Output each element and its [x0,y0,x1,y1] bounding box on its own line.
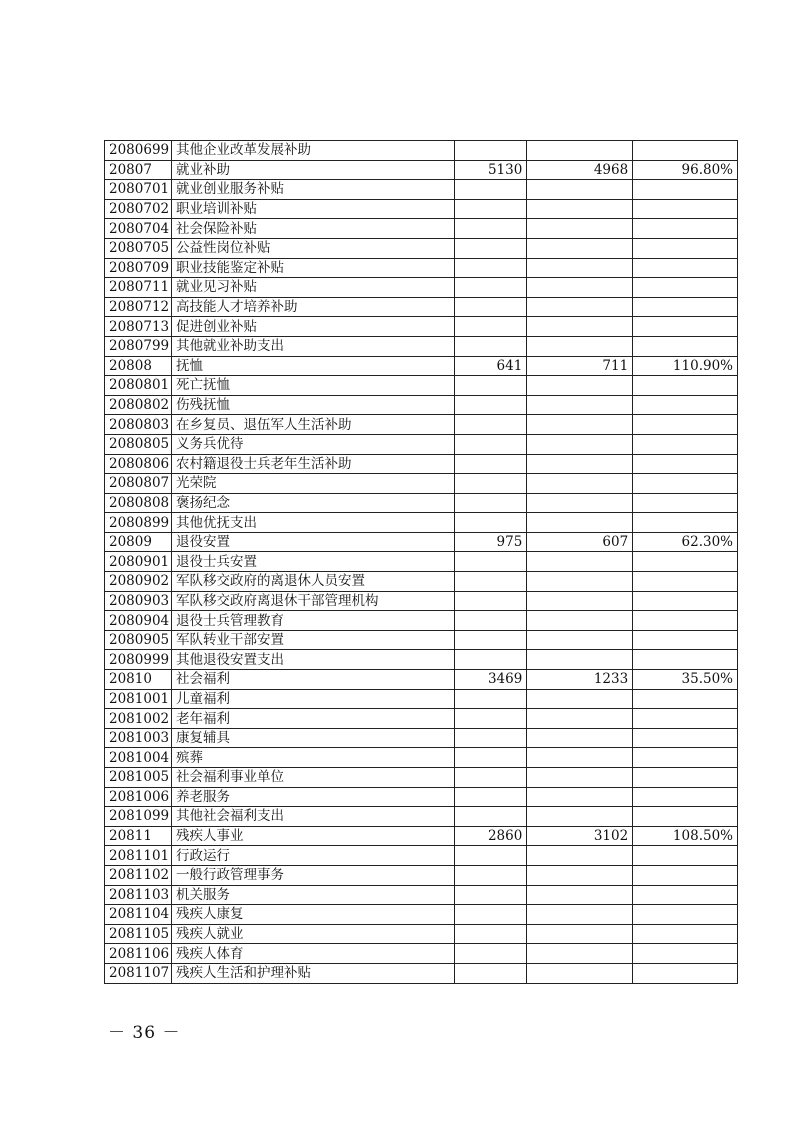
name-cell: 就业创业服务补贴 [171,180,454,200]
value-cell-2 [527,180,633,200]
name-cell: 儿童福利 [171,689,454,709]
value-cell-2 [527,474,633,494]
name-cell: 一般行政管理事务 [171,865,454,885]
table-row [105,141,738,161]
code-cell: 2080999 [105,650,172,670]
name-cell: 行政运行 [171,846,454,866]
percent-cell [633,963,738,983]
value-cell-1 [454,258,526,278]
name-cell: 其他就业补助支出 [171,336,454,356]
value-cell-1 [454,317,526,337]
percent-cell [633,278,738,298]
table-row [105,532,738,552]
code-cell: 20807 [105,160,172,180]
percent-cell: 96.80% [633,160,738,180]
code-cell: 2081004 [105,748,172,768]
value-cell-1: 975 [454,532,526,552]
code-cell: 2080705 [105,238,172,258]
value-cell-1 [454,963,526,983]
table-body [105,141,738,984]
value-cell-1 [454,807,526,827]
value-cell-1 [454,905,526,925]
page-number: － 36 － [108,1023,181,1043]
name-cell: 残疾人康复 [171,905,454,925]
value-cell-2 [527,963,633,983]
value-cell-1 [454,141,526,161]
value-cell-1 [454,650,526,670]
percent-cell [633,865,738,885]
value-cell-1: 641 [454,356,526,376]
value-cell-1: 5130 [454,160,526,180]
name-cell: 光荣院 [171,474,454,494]
value-cell-2 [527,807,633,827]
value-cell-1 [454,591,526,611]
value-cell-1 [454,474,526,494]
name-cell: 残疾人事业 [171,826,454,846]
percent-cell [633,258,738,278]
value-cell-1 [454,572,526,592]
value-cell-2: 1233 [527,670,633,690]
code-cell: 2080801 [105,376,172,396]
value-cell-1 [454,415,526,435]
table-row [105,552,738,572]
code-cell: 2080799 [105,336,172,356]
code-cell: 2080807 [105,474,172,494]
table-row [105,885,738,905]
percent-cell [633,395,738,415]
value-cell-2 [527,278,633,298]
value-cell-2 [527,454,633,474]
code-cell: 2080808 [105,493,172,513]
name-cell: 就业见习补贴 [171,278,454,298]
value-cell-1 [454,865,526,885]
value-cell-1 [454,944,526,964]
value-cell-2 [527,238,633,258]
code-cell: 2080905 [105,630,172,650]
table-row [105,865,738,885]
value-cell-2 [527,336,633,356]
value-cell-2 [527,219,633,239]
code-cell: 20808 [105,356,172,376]
percent-cell [633,689,738,709]
percent-cell [633,141,738,161]
value-cell-2: 3102 [527,826,633,846]
percent-cell [633,336,738,356]
name-cell: 其他社会福利支出 [171,807,454,827]
value-cell-1 [454,846,526,866]
value-cell-1 [454,395,526,415]
value-cell-1 [454,297,526,317]
code-cell: 2081001 [105,689,172,709]
code-cell: 20809 [105,532,172,552]
value-cell-1 [454,376,526,396]
value-cell-1 [454,689,526,709]
value-cell-2 [527,493,633,513]
code-cell: 2081005 [105,768,172,788]
percent-cell [633,297,738,317]
value-cell-2 [527,787,633,807]
value-cell-2 [527,944,633,964]
percent-cell [633,219,738,239]
budget-table [104,140,738,984]
table-row [105,846,738,866]
code-cell: 2081105 [105,924,172,944]
percent-cell [633,650,738,670]
table-row [105,611,738,631]
table-row [105,807,738,827]
percent-cell [633,944,738,964]
table-row [105,395,738,415]
percent-cell [633,728,738,748]
value-cell-1: 3469 [454,670,526,690]
table-row [105,709,738,729]
name-cell: 残疾人生活和护理补贴 [171,963,454,983]
percent-cell [633,768,738,788]
percent-cell [633,552,738,572]
code-cell: 2081006 [105,787,172,807]
code-cell: 2080704 [105,219,172,239]
percent-cell [633,807,738,827]
code-cell: 2081104 [105,905,172,925]
code-cell: 2080699 [105,141,172,161]
table-row [105,924,738,944]
name-cell: 残疾人体育 [171,944,454,964]
code-cell: 2080805 [105,434,172,454]
value-cell-1 [454,924,526,944]
code-cell: 2080904 [105,611,172,631]
code-cell: 2081102 [105,865,172,885]
name-cell: 殡葬 [171,748,454,768]
name-cell: 社会福利事业单位 [171,768,454,788]
value-cell-1 [454,885,526,905]
table-row [105,474,738,494]
value-cell-1 [454,709,526,729]
name-cell: 军队移交政府的离退休人员安置 [171,572,454,592]
name-cell: 抚恤 [171,356,454,376]
table-row [105,728,738,748]
table-row [105,160,738,180]
value-cell-2 [527,905,633,925]
code-cell: 2081003 [105,728,172,748]
code-cell: 2080713 [105,317,172,337]
code-cell: 2080903 [105,591,172,611]
code-cell: 2081101 [105,846,172,866]
table-row [105,944,738,964]
name-cell: 残疾人就业 [171,924,454,944]
value-cell-2 [527,552,633,572]
percent-cell [633,317,738,337]
name-cell: 社会保险补贴 [171,219,454,239]
percent-cell: 108.50% [633,826,738,846]
value-cell-1 [454,611,526,631]
value-cell-2 [527,141,633,161]
value-cell-1 [454,493,526,513]
table-row [105,787,738,807]
value-cell-2 [527,885,633,905]
code-cell: 2080701 [105,180,172,200]
value-cell-1 [454,454,526,474]
table-row [105,513,738,533]
table-row [105,219,738,239]
percent-cell [633,493,738,513]
percent-cell [633,572,738,592]
name-cell: 养老服务 [171,787,454,807]
value-cell-2 [527,513,633,533]
table-row [105,434,738,454]
name-cell: 死亡抚恤 [171,376,454,396]
value-cell-1 [454,238,526,258]
code-cell: 2080803 [105,415,172,435]
value-cell-2 [527,768,633,788]
percent-cell [633,376,738,396]
value-cell-2 [527,395,633,415]
percent-cell [633,454,738,474]
value-cell-2 [527,630,633,650]
value-cell-1 [454,180,526,200]
table-row [105,905,738,925]
value-cell-1 [454,278,526,298]
value-cell-2 [527,728,633,748]
name-cell: 高技能人才培养补助 [171,297,454,317]
value-cell-2: 711 [527,356,633,376]
name-cell: 其他退役安置支出 [171,650,454,670]
value-cell-1 [454,748,526,768]
value-cell-2 [527,572,633,592]
name-cell: 机关服务 [171,885,454,905]
table-row [105,317,738,337]
percent-cell [633,905,738,925]
code-cell: 2080806 [105,454,172,474]
value-cell-2 [527,199,633,219]
value-cell-2 [527,317,633,337]
percent-cell [633,630,738,650]
code-cell: 2081107 [105,963,172,983]
value-cell-1 [454,787,526,807]
name-cell: 在乡复员、退伍军人生活补助 [171,415,454,435]
value-cell-2 [527,689,633,709]
name-cell: 公益性岗位补贴 [171,238,454,258]
table-row [105,963,738,983]
name-cell: 其他优抚支出 [171,513,454,533]
name-cell: 职业培训补贴 [171,199,454,219]
percent-cell [633,748,738,768]
table-row [105,650,738,670]
table-row [105,493,738,513]
table-row [105,199,738,219]
table-row [105,258,738,278]
table-row [105,278,738,298]
value-cell-1 [454,728,526,748]
percent-cell [633,238,738,258]
table-row [105,336,738,356]
name-cell: 其他企业改革发展补助 [171,141,454,161]
value-cell-1 [454,434,526,454]
value-cell-1 [454,336,526,356]
value-cell-2 [527,846,633,866]
table-row [105,591,738,611]
percent-cell [633,199,738,219]
value-cell-2 [527,258,633,278]
code-cell: 2080802 [105,395,172,415]
code-cell: 2081106 [105,944,172,964]
name-cell: 义务兵优待 [171,434,454,454]
code-cell: 2081099 [105,807,172,827]
name-cell: 退役士兵管理教育 [171,611,454,631]
value-cell-1 [454,513,526,533]
table-row [105,630,738,650]
code-cell: 2080711 [105,278,172,298]
name-cell: 军队移交政府离退休干部管理机构 [171,591,454,611]
name-cell: 退役士兵安置 [171,552,454,572]
percent-cell [633,434,738,454]
table-row [105,180,738,200]
value-cell-1 [454,768,526,788]
value-cell-1 [454,199,526,219]
value-cell-2 [527,376,633,396]
code-cell: 2081002 [105,709,172,729]
name-cell: 康复辅具 [171,728,454,748]
name-cell: 农村籍退役士兵老年生活补助 [171,454,454,474]
value-cell-2 [527,865,633,885]
code-cell: 20811 [105,826,172,846]
percent-cell [633,474,738,494]
name-cell: 职业技能鉴定补贴 [171,258,454,278]
table-row [105,297,738,317]
value-cell-2 [527,611,633,631]
table-row [105,689,738,709]
value-cell-2 [527,415,633,435]
percent-cell [633,924,738,944]
percent-cell: 35.50% [633,670,738,690]
code-cell: 2080702 [105,199,172,219]
table-row [105,454,738,474]
value-cell-1 [454,219,526,239]
table-row [105,572,738,592]
value-cell-2 [527,591,633,611]
code-cell: 2080902 [105,572,172,592]
value-cell-2 [527,434,633,454]
percent-cell [633,846,738,866]
table-row [105,415,738,435]
code-cell: 2080901 [105,552,172,572]
table-row [105,670,738,690]
value-cell-2: 607 [527,532,633,552]
name-cell: 退役安置 [171,532,454,552]
percent-cell [633,591,738,611]
percent-cell [633,787,738,807]
table-row [105,768,738,788]
name-cell: 军队转业干部安置 [171,630,454,650]
name-cell: 就业补助 [171,160,454,180]
code-cell: 2080709 [105,258,172,278]
value-cell-2 [527,709,633,729]
name-cell: 老年福利 [171,709,454,729]
name-cell: 伤残抚恤 [171,395,454,415]
table-row [105,826,738,846]
percent-cell [633,709,738,729]
percent-cell: 62.30% [633,532,738,552]
percent-cell [633,180,738,200]
table-row [105,748,738,768]
value-cell-1: 2860 [454,826,526,846]
table-row [105,356,738,376]
value-cell-2 [527,924,633,944]
table-row [105,238,738,258]
code-cell: 2081103 [105,885,172,905]
value-cell-2 [527,650,633,670]
percent-cell [633,513,738,533]
percent-cell [633,885,738,905]
name-cell: 褒扬纪念 [171,493,454,513]
name-cell: 社会福利 [171,670,454,690]
value-cell-2 [527,748,633,768]
value-cell-2: 4968 [527,160,633,180]
value-cell-1 [454,552,526,572]
name-cell: 促进创业补贴 [171,317,454,337]
value-cell-2 [527,297,633,317]
table-row [105,376,738,396]
percent-cell: 110.90% [633,356,738,376]
code-cell: 2080899 [105,513,172,533]
code-cell: 2080712 [105,297,172,317]
value-cell-1 [454,630,526,650]
percent-cell [633,415,738,435]
code-cell: 20810 [105,670,172,690]
percent-cell [633,611,738,631]
